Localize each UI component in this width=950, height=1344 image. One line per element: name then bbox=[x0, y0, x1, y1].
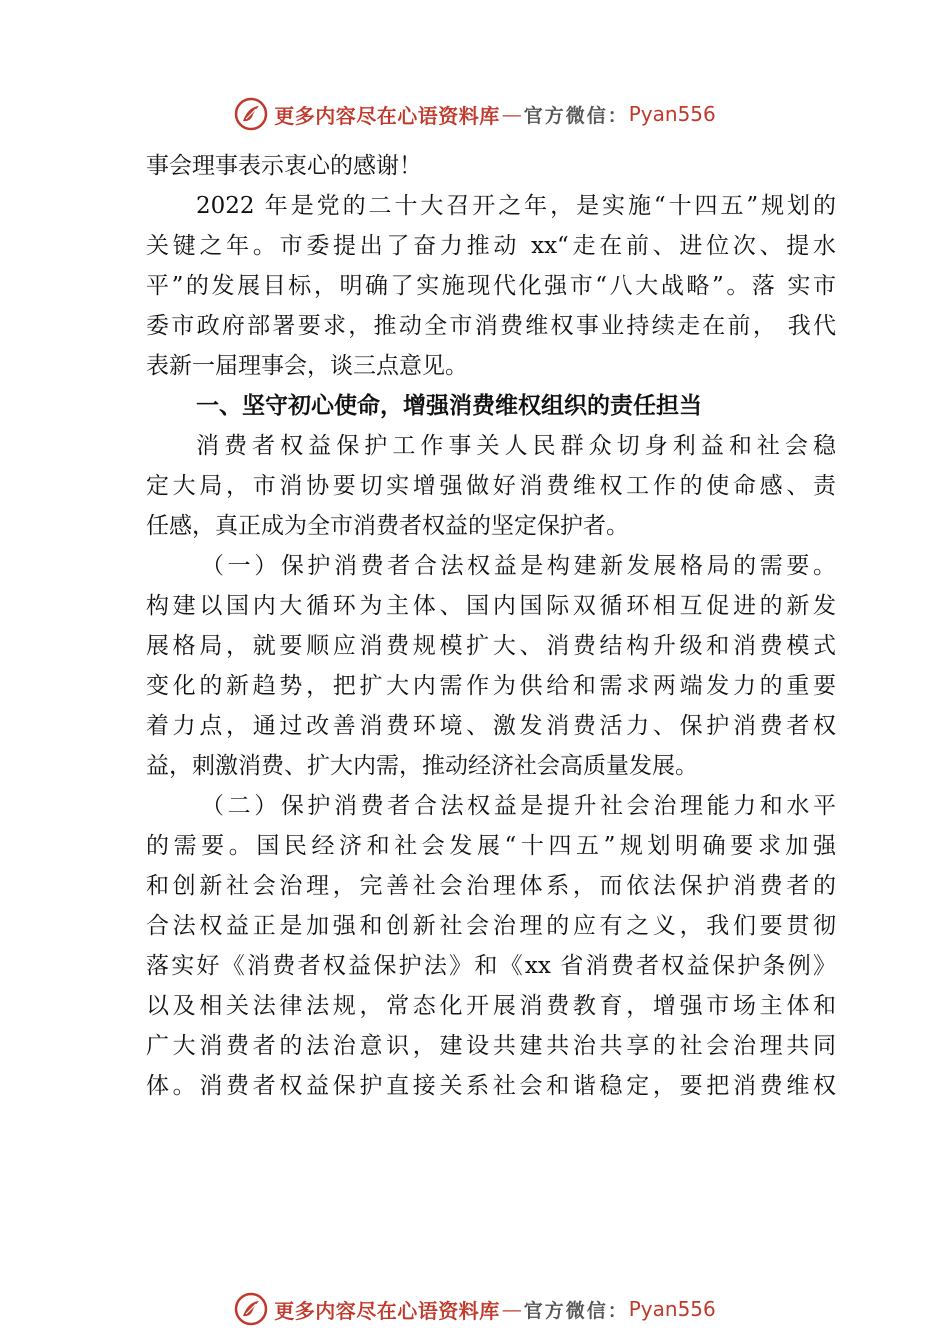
text-line: 平”的发展目标，明确了实施现代化强市“八大战略”。落 实市 bbox=[146, 273, 836, 299]
text-line: 2022 年是党的二十大召开之年，是实施“十四五”规划的 bbox=[196, 193, 836, 219]
text-line: 广大消费者的法治意识，建设共建共治共享的社会治理共同 bbox=[146, 1033, 836, 1059]
text-line: 关键之年。市委提出了奋力推动 xx“走在前、进位次、提水 bbox=[146, 233, 836, 259]
brand-logo-icon bbox=[234, 1292, 268, 1326]
text-line: 展格局，就要顺应消费规模扩大、消费结构升级和消费模式 bbox=[146, 633, 836, 659]
banner-separator: — bbox=[501, 1297, 522, 1321]
text-line: 定大局，市消协要切实增强做好消费维权工作的使命感、责 bbox=[146, 473, 836, 499]
text-line: 和创新社会治理，完善社会治理体系，而依法保护消费者的 bbox=[146, 873, 836, 899]
text-line: 表新一届理事会，谈三点意见。 bbox=[146, 353, 468, 379]
banner-separator: — bbox=[501, 102, 522, 126]
banner-wechat-label: 官方微信： bbox=[523, 104, 629, 127]
section-heading: 一、坚守初心使命，增强消费维权组织的责任担当 bbox=[196, 393, 702, 419]
footer-banner bbox=[0, 1287, 950, 1331]
header-banner bbox=[0, 92, 950, 136]
text-line: 消费者权益保护工作事关人民群众切身利益和社会稳 bbox=[196, 433, 836, 459]
text-line: （一）保护消费者合法权益是构建新发展格局的需要。 bbox=[201, 553, 836, 579]
text-line: 任感，真正成为全市消费者权益的坚定保护者。 bbox=[146, 513, 629, 539]
text-line: 事会理事表示衷心的感谢！ bbox=[146, 153, 422, 179]
text-line: 合法权益正是加强和创新社会治理的应有之义，我们要贯彻 bbox=[146, 913, 836, 939]
banner-main-text: 更多内容尽在心语资料库 bbox=[274, 103, 500, 128]
text-line: 的需要。国民经济和社会发展“十四五”规划明确要求加强 bbox=[146, 833, 836, 859]
text-line: 变化的新趋势，把扩大内需作为供给和需求两端发力的重要 bbox=[146, 673, 836, 699]
text-line: 益，刺激消费、扩大内需，推动经济社会高质量发展。 bbox=[146, 753, 698, 779]
text-line: （二）保护消费者合法权益是提升社会治理能力和水平 bbox=[201, 793, 836, 819]
text-line: 着力点，通过改善消费环境、激发消费活力、保护消费者权 bbox=[146, 713, 836, 739]
banner-wechat-id: Pyan556 bbox=[628, 102, 716, 126]
document-body bbox=[146, 146, 836, 1106]
text-line: 落实好《消费者权益保护法》和《xx 省消费者权益保护条例》 bbox=[146, 953, 836, 979]
text-line: 体。消费者权益保护直接关系社会和谐稳定，要把消费维权 bbox=[146, 1073, 836, 1099]
banner-wechat-label: 官方微信： bbox=[523, 1299, 629, 1322]
text-line: 构建以国内大循环为主体、国内国际双循环相互促进的新发 bbox=[146, 593, 836, 619]
brand-logo-icon bbox=[234, 97, 268, 131]
banner-wechat-id: Pyan556 bbox=[628, 1297, 716, 1321]
text-line: 以及相关法律法规，常态化开展消费教育，增强市场主体和 bbox=[146, 993, 836, 1019]
text-line: 委市政府部署要求，推动全市消费维权事业持续走在前， 我代 bbox=[146, 313, 836, 339]
banner-main-text: 更多内容尽在心语资料库 bbox=[274, 1298, 500, 1323]
